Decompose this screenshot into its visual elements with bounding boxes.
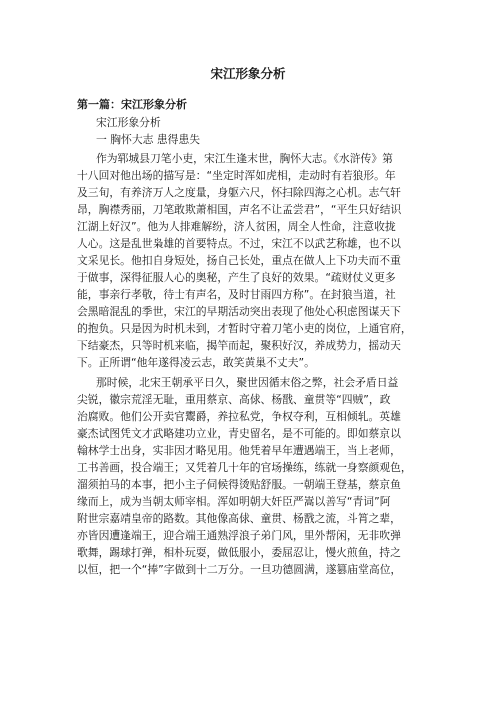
section-one-heading: 一 胸怀大志 患得患失: [96, 133, 201, 146]
page-title: 宋江形象分析: [210, 66, 286, 81]
text-line: 亦皆因遭逢端王，迎合端王通熟浮浪子弟门风，里外帮闲，无非吹弹: [77, 529, 401, 542]
text-line: 十八回对他出场的描写是：“坐定时浑如虎相，走动时有若狼形。年: [77, 169, 396, 182]
text-line: 翰林学士出身，实非因才略见用。他凭着早年遭遇端王，当上老师，: [77, 444, 401, 457]
text-line: 会黑暗混乱的季世，宋江的早期活动突出表现了他处心积虑图谋天下: [77, 305, 401, 318]
text-line: 文采见长。他扣自身短处，扬自己长处，重点在做人上下功夫而不重: [77, 254, 401, 267]
subheading: 宋江形象分析: [96, 116, 161, 129]
text-line: 作为郓城县刀笔小吏，宋江生逢末世，胸怀大志。《水浒传》第: [96, 152, 393, 165]
text-line: 那时候，北宋王朝承平日久，聚世因循末俗之弊，社会矛盾日益: [96, 376, 399, 389]
text-line: 工书善画，投合端王；又凭着几十年的官场操练，练就一身察颜观色，: [77, 461, 412, 474]
text-line: 江湖上好汉”。他为人排难解纷，济人贫困，周全人性命，注意收拢: [77, 220, 396, 233]
text-line: 治腐败。他们公开卖官鬻爵，养拉私党，争权夺利，互相倾轧。英雄: [77, 410, 401, 423]
text-line: 下结豪杰，只等时机来临，揭竿而起，聚积好汉，养成势力，摇动天: [77, 339, 401, 352]
text-line: 于做事，深得征服人心的奥秘，产生了良好的效果。“疏财仗义更多: [77, 271, 396, 284]
text-line: 的抱负。只是因为时机未到，才暂时守着刀笔小吏的岗位，上通官府，: [77, 322, 412, 335]
text-line: 昂，胸襟秀丽，刀笔敢欺萧相国，声名不让孟尝君”，“平生只好结识: [77, 203, 402, 216]
text-line: 溜须拍马的本事，把小主子伺候得烫贴舒服。一朝端王登基，蔡京鱼: [77, 478, 401, 491]
text-line: 下。正所谓“他年遂得凌云志，敢笑黄巢不丈夫”。: [77, 356, 315, 369]
text-line: 尖锐，徽宗荒淫无耻，重用蔡京、高俅、杨戬、童贯等“四贼”，政: [77, 393, 391, 406]
text-line: 及三旬，有养济万人之度量，身躯六尺，怀扫除四海之心机。志气轩: [77, 186, 401, 199]
text-line: 歌舞，踢球打弹，相朴玩耍，做低服小，委屈忍让，慢火煎鱼，持之: [77, 546, 401, 559]
text-line: 能，事亲行孝敬，待士有声名，及时甘雨四方称”。在封狼当道，社: [77, 288, 396, 301]
section-heading: 第一篇：宋江形象分析: [77, 98, 187, 111]
text-line: 缘而上，成为当朝太师宰相。浑如明朝大奸臣严嵩以善写“青词”阿: [77, 495, 391, 508]
text-line: 豪杰试图凭文才武略建功立业，青史留名，是不可能的。即如蔡京以: [77, 427, 401, 440]
text-line: 附世宗嘉靖皇帝的路数。其他像高俅、童贯、杨戬之流，斗筲之辈，: [77, 512, 401, 525]
text-line: 以恒，把一个“捧”字做到十二万分。一旦功德圆满，遂篡庙堂高位，: [77, 563, 402, 576]
text-line: 人心。这是乱世枭雄的首要特点。不过，宋江不以武艺称雄，也不以: [77, 237, 401, 250]
